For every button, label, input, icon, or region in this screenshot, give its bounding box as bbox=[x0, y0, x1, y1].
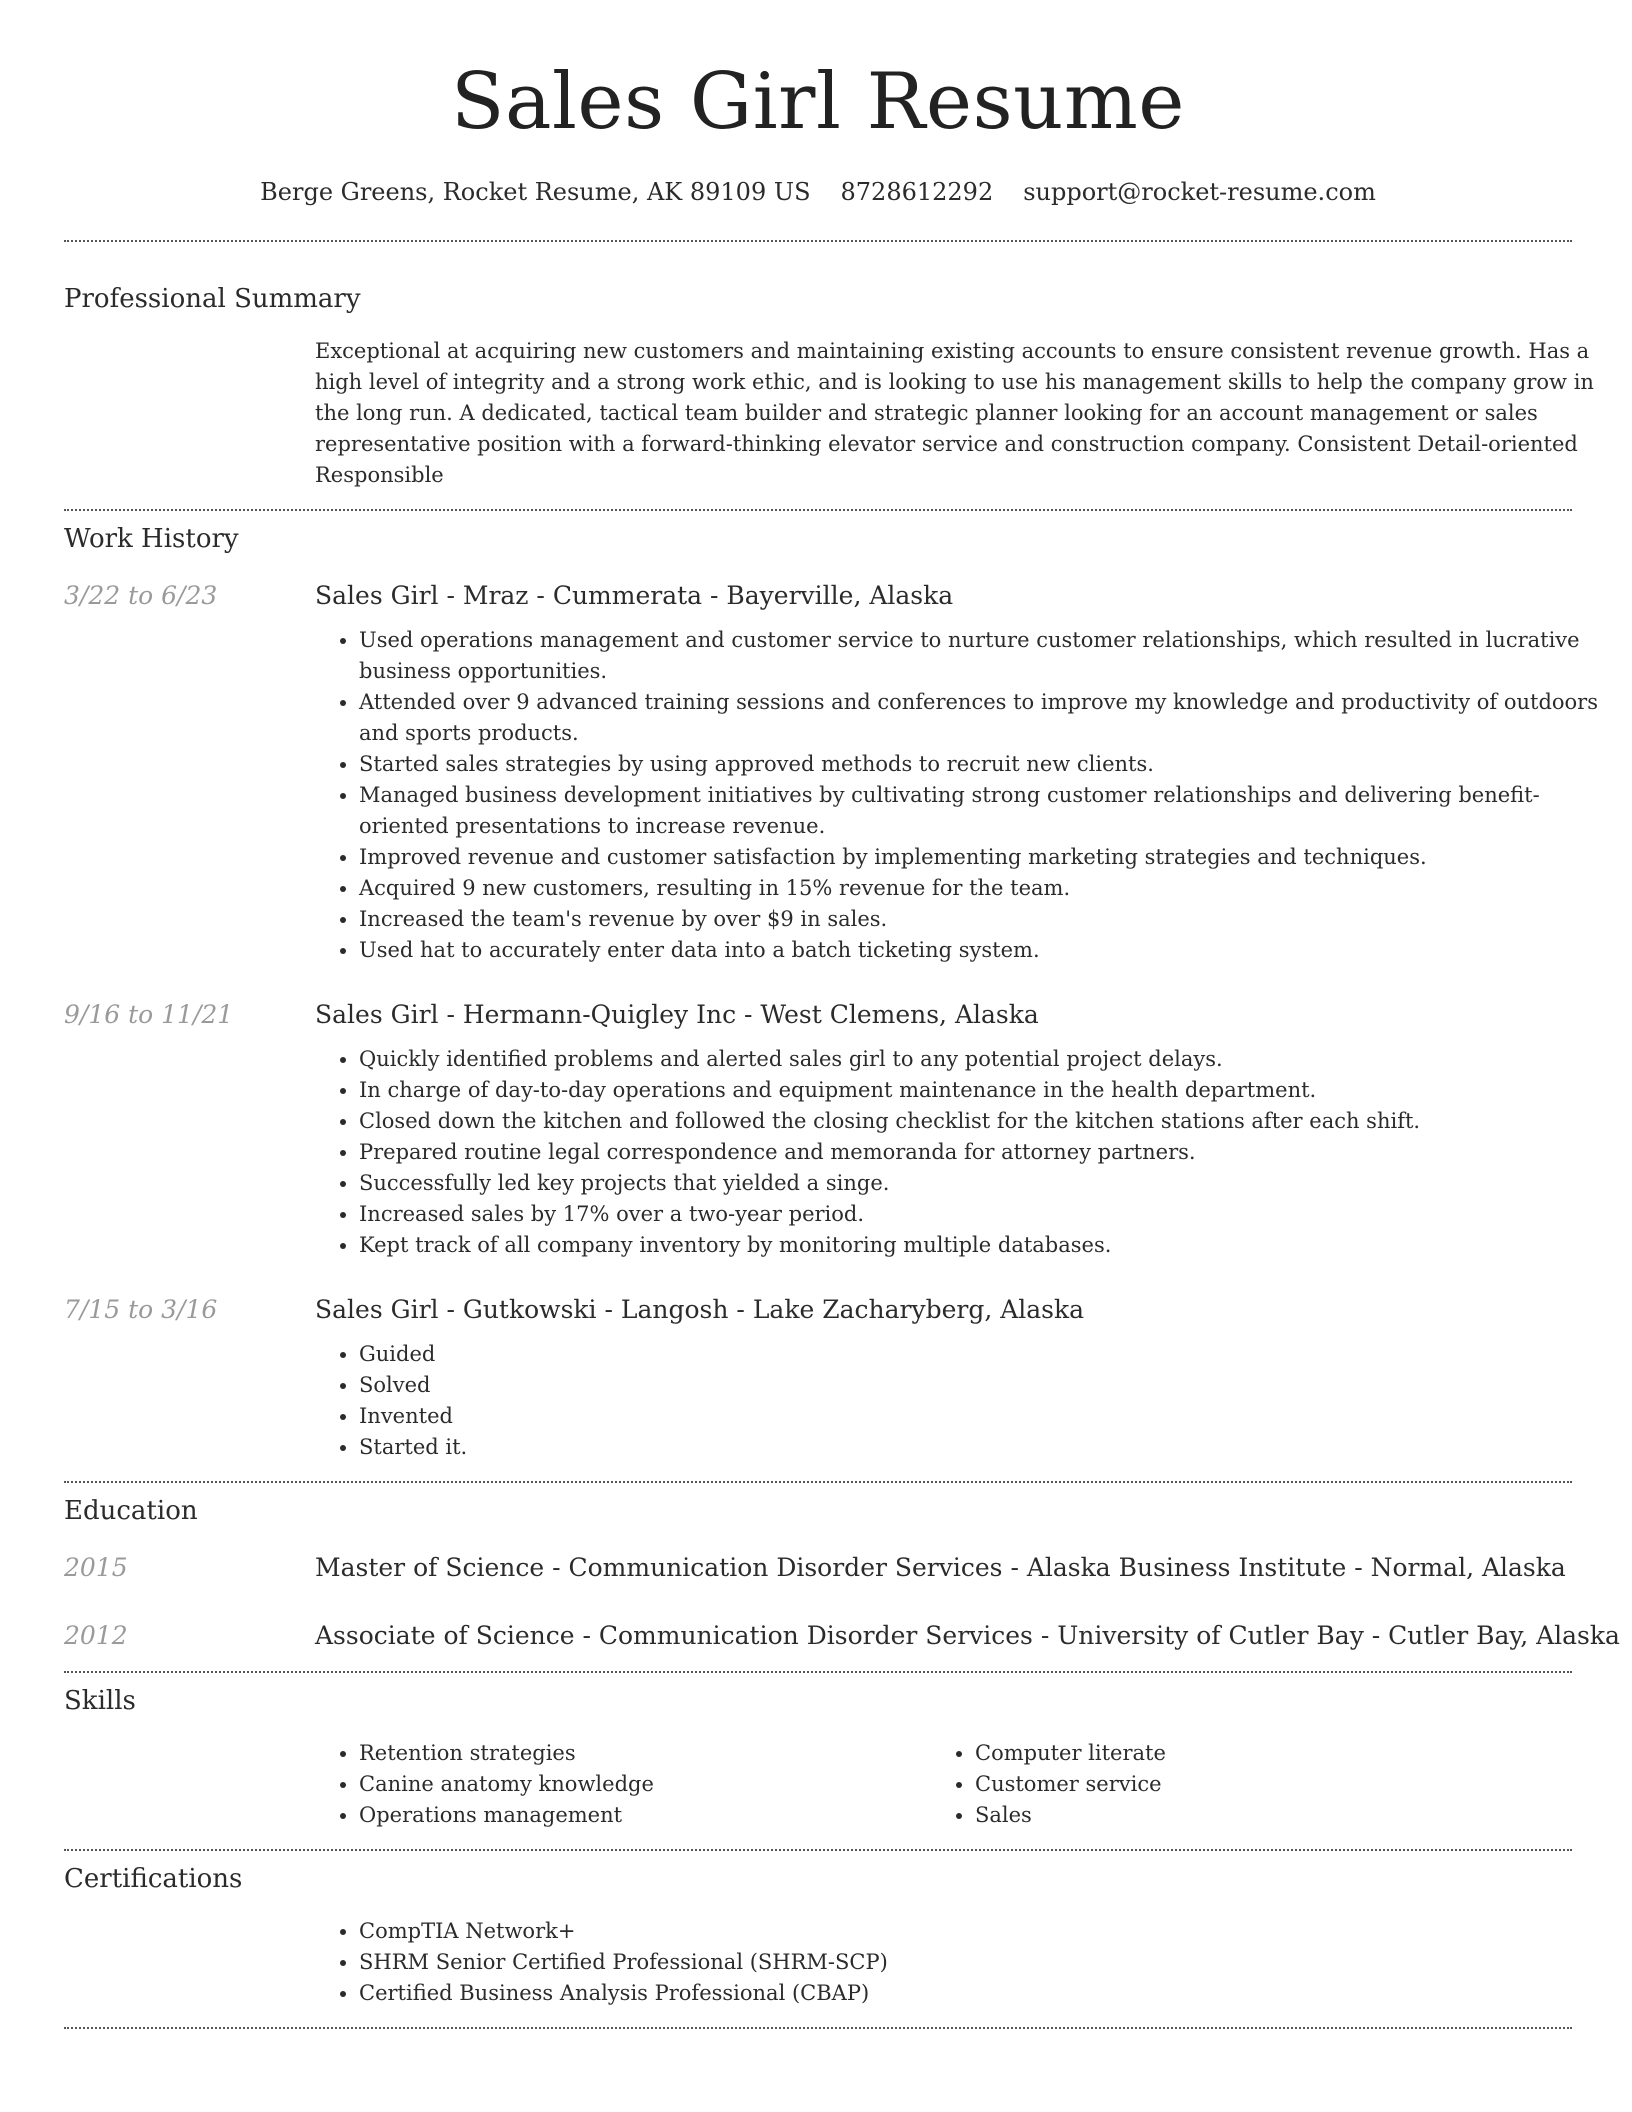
list-item: • In charge of day-to-day operations and equipment maintenance in the health department. bbox=[359, 1075, 1605, 1106]
job-entry bbox=[64, 998, 1572, 1261]
job-bullets bbox=[315, 1339, 1605, 1463]
skills-grid bbox=[315, 1738, 1605, 1831]
list-item: • Quickly identified problems and alerted sales girl to any potential project delays. bbox=[359, 1044, 1605, 1075]
list-item: • Attended over 9 advanced training sessions and conferences to improve my knowledge and productivity of outdoors and sports products. bbox=[359, 687, 1605, 749]
skills-list-left bbox=[315, 1738, 931, 1831]
job-title: Sales Girl - Mraz - Cummerata - Bayerville, Alaska bbox=[315, 581, 954, 610]
list-item: • Successfully led key projects that yielded a singe. bbox=[359, 1168, 1605, 1199]
list-item: • Acquired 9 new customers, resulting in 15% revenue for the team. bbox=[359, 873, 1605, 904]
education-entry bbox=[64, 1551, 1572, 1585]
divider bbox=[64, 2027, 1572, 2029]
divider bbox=[64, 240, 1572, 242]
list-item: • Guided bbox=[359, 1339, 1605, 1370]
summary-heading: Professional Summary bbox=[64, 284, 361, 314]
job-entry bbox=[64, 579, 1598, 966]
summary-text: Exceptional at acquiring new customers and maintaining existing accounts to ensure consistent revenue growth. Has a high level of integrity and a strong work ethic, and is looking to use his management skills to help the company grow in the long run. A dedicated, tactical team builder and strategic planner looking for an account management or sales representative position with a forward-thinking elevator service and construction company. Consistent Detail-oriented Responsible bbox=[315, 339, 1594, 487]
resume-page bbox=[64, 0, 1620, 2029]
list-item: • Started sales strategies by using approved methods to recruit new clients. bbox=[359, 749, 1605, 780]
divider bbox=[64, 509, 1572, 511]
certifications-list bbox=[315, 1916, 1605, 2009]
list-item: • CompTIA Network+ bbox=[359, 1916, 1605, 1947]
job-title: Sales Girl - Hermann-Quigley Inc - West Clemens, Alaska bbox=[315, 1000, 1039, 1029]
job-dates: 7/15 to 3/16 bbox=[64, 1295, 218, 1324]
list-item: • Solved bbox=[359, 1370, 1605, 1401]
job-dates: 9/16 to 11/21 bbox=[64, 1000, 234, 1029]
job-title: Sales Girl - Gutkowski - Langosh - Lake Zacharyberg, Alaska bbox=[315, 1295, 1085, 1324]
list-item: • Used operations management and customer service to nurture customer relationships, which resulted in lucrative business opportunities. bbox=[359, 625, 1605, 687]
list-item: • Used hat to accurately enter data into a batch ticketing system. bbox=[359, 935, 1605, 966]
education-heading: Education bbox=[64, 1496, 198, 1526]
resume-name: Sales Girl Resume bbox=[451, 57, 1185, 147]
education-degree: Master of Science - Communication Disorder Services - Alaska Business Institute - Normal, Alaska bbox=[315, 1553, 1566, 1582]
list-item: • Started it. bbox=[359, 1432, 1605, 1463]
list-item: • Retention strategies bbox=[359, 1738, 931, 1769]
job-bullets bbox=[315, 1044, 1605, 1261]
contact-line bbox=[64, 176, 1572, 208]
education-year: 2015 bbox=[64, 1553, 128, 1582]
contact-address: Berge Greens, Rocket Resume, AK 89109 US bbox=[260, 178, 811, 206]
education-year: 2012 bbox=[64, 1621, 128, 1650]
education-entry bbox=[64, 1619, 1620, 1653]
skills-list-right bbox=[931, 1738, 1547, 1831]
list-item: • Increased the team's revenue by over $9 in sales. bbox=[359, 904, 1605, 935]
list-item: • Improved revenue and customer satisfaction by implementing marketing strategies and techniques. bbox=[359, 842, 1605, 873]
list-item: • Sales bbox=[975, 1800, 1547, 1831]
divider bbox=[64, 1481, 1572, 1483]
education-degree: Associate of Science - Communication Disorder Services - University of Cutler Bay - Cutler Bay, Alaska bbox=[315, 1621, 1620, 1650]
list-item: • Invented bbox=[359, 1401, 1605, 1432]
contact-email: support@rocket-resume.com bbox=[1023, 178, 1376, 206]
list-item: • Operations management bbox=[359, 1800, 931, 1831]
job-dates: 3/22 to 6/23 bbox=[64, 581, 218, 610]
job-entry bbox=[64, 1293, 1572, 1463]
list-item: • Kept track of all company inventory by monitoring multiple databases. bbox=[359, 1230, 1605, 1261]
job-bullets bbox=[315, 625, 1605, 966]
list-item: • Customer service bbox=[975, 1769, 1547, 1800]
list-item: • Prepared routine legal correspondence and memoranda for attorney partners. bbox=[359, 1137, 1605, 1168]
list-item: • Canine anatomy knowledge bbox=[359, 1769, 931, 1800]
list-item: • Certified Business Analysis Professional (CBAP) bbox=[359, 1978, 1605, 2009]
divider bbox=[64, 1671, 1572, 1673]
certifications-heading: Certifications bbox=[64, 1864, 243, 1894]
work-history-heading: Work History bbox=[64, 524, 239, 554]
skills-heading: Skills bbox=[64, 1686, 136, 1716]
contact-phone: 8728612292 bbox=[840, 178, 994, 206]
list-item: • Computer literate bbox=[975, 1738, 1547, 1769]
list-item: • Closed down the kitchen and followed the closing checklist for the kitchen stations after each shift. bbox=[359, 1106, 1605, 1137]
divider bbox=[64, 1849, 1572, 1851]
list-item: • Increased sales by 17% over a two-year period. bbox=[359, 1199, 1605, 1230]
list-item: • Managed business development initiatives by cultivating strong customer relationships and delivering benefit-oriented presentations to increase revenue. bbox=[359, 780, 1605, 842]
list-item: • SHRM Senior Certified Professional (SHRM-SCP) bbox=[359, 1947, 1605, 1978]
